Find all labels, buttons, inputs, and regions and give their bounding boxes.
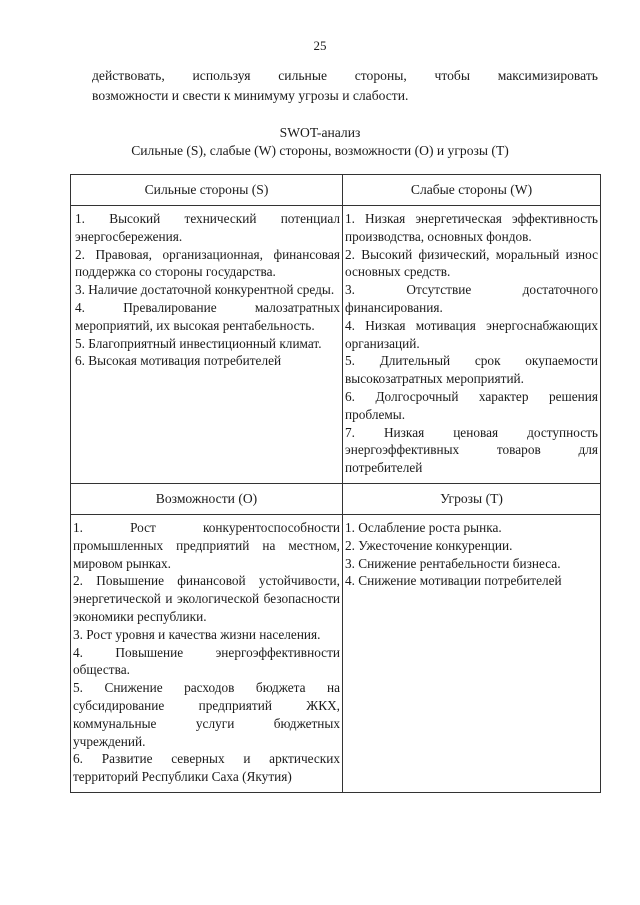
intro-paragraph (92, 66, 598, 106)
weakness-item: 3. Отсутствие достаточного финансирования. (345, 282, 598, 315)
swot-content-row-2 (71, 514, 601, 792)
weakness-item: 2. Высокий физический, моральный износ основных средств. (345, 246, 598, 280)
swot-content-row-1 (71, 206, 601, 484)
swot-table (70, 174, 601, 793)
threat-item: 2. Ужесточение конкуренции. (345, 537, 513, 553)
opportunity-item: 2. Повышение финансовой устойчивости, энергетической и экологической безопасности экономики республики. (73, 573, 340, 624)
strength-item: 5. Благоприятный инвестиционный климат. (75, 335, 322, 351)
title-sub: Сильные (S), слабые (W) стороны, возможности (O) и угрозы (T) (131, 143, 509, 158)
threats-header: Угрозы (T) (343, 483, 601, 514)
strengths-header: Сильные стороны (S) (71, 175, 343, 206)
opportunity-item: 5. Снижение расходов бюджета на субсидирование предприятий ЖКХ, коммунальные услуги бюджетных учреждений. (73, 680, 340, 749)
threat-item: 1. Ослабление роста рынка. (345, 519, 502, 535)
opportunity-item: 6. Развитие северных и арктических территорий Республики Саха (Якутия) (73, 751, 340, 785)
weaknesses-header: Слабые стороны (W) (343, 175, 601, 206)
title-main: SWOT-анализ (279, 125, 361, 140)
weaknesses-cell (343, 206, 601, 484)
threat-item: 4. Снижение мотивации потребителей (345, 573, 562, 589)
swot-header-row-1 (71, 175, 601, 206)
strength-item: 2. Правовая, организационная, финансовая поддержка со стороны государства. (75, 246, 340, 280)
opportunity-item: 1. Рост конкурентоспособности промышленных предприятий на местном, мировом рынках. (73, 519, 340, 571)
opportunities-cell (71, 514, 343, 792)
strength-item: 3. Наличие достаточной конкурентной среды. (75, 282, 335, 298)
weakness-item: 1. Низкая энергетическая эффективность производства, основных фондов. (345, 211, 598, 244)
weakness-item: 5. Длительный срок окупаемости высокозатратных мероприятий. (345, 353, 598, 387)
strength-item: 6. Высокая мотивация потребителей (75, 353, 282, 369)
weakness-item: 7. Низкая ценовая доступность энергоэффективных товаров для потребителей (345, 424, 598, 476)
intro-line-2: возможности и свести к минимуму угрозы и слабости. (92, 88, 409, 103)
swot-header-row-2 (71, 483, 601, 514)
weakness-item: 6. Долгосрочный характер решения проблемы. (345, 388, 598, 422)
table-title (0, 124, 640, 160)
threats-cell (343, 514, 601, 792)
opportunity-item: 4. Повышение энергоэффективности общества. (73, 644, 340, 678)
strength-item: 1. Высокий технический потенциал энергосбережения. (75, 211, 340, 244)
opportunities-header: Возможности (O) (71, 483, 343, 514)
strengths-cell (71, 206, 343, 484)
strength-item: 4. Превалирование малозатратных мероприятий, их высокая рентабельность. (75, 299, 340, 333)
opportunity-item: 3. Рост уровня и качества жизни населения. (73, 626, 321, 642)
page-number: 25 (313, 38, 327, 53)
intro-line-1: действовать, используя сильные стороны, чтобы максимизировать (92, 68, 598, 83)
weakness-item: 4. Низкая мотивация энергоснабжающих организаций. (345, 317, 598, 351)
threat-item: 3. Снижение рентабельности бизнеса. (345, 555, 561, 571)
